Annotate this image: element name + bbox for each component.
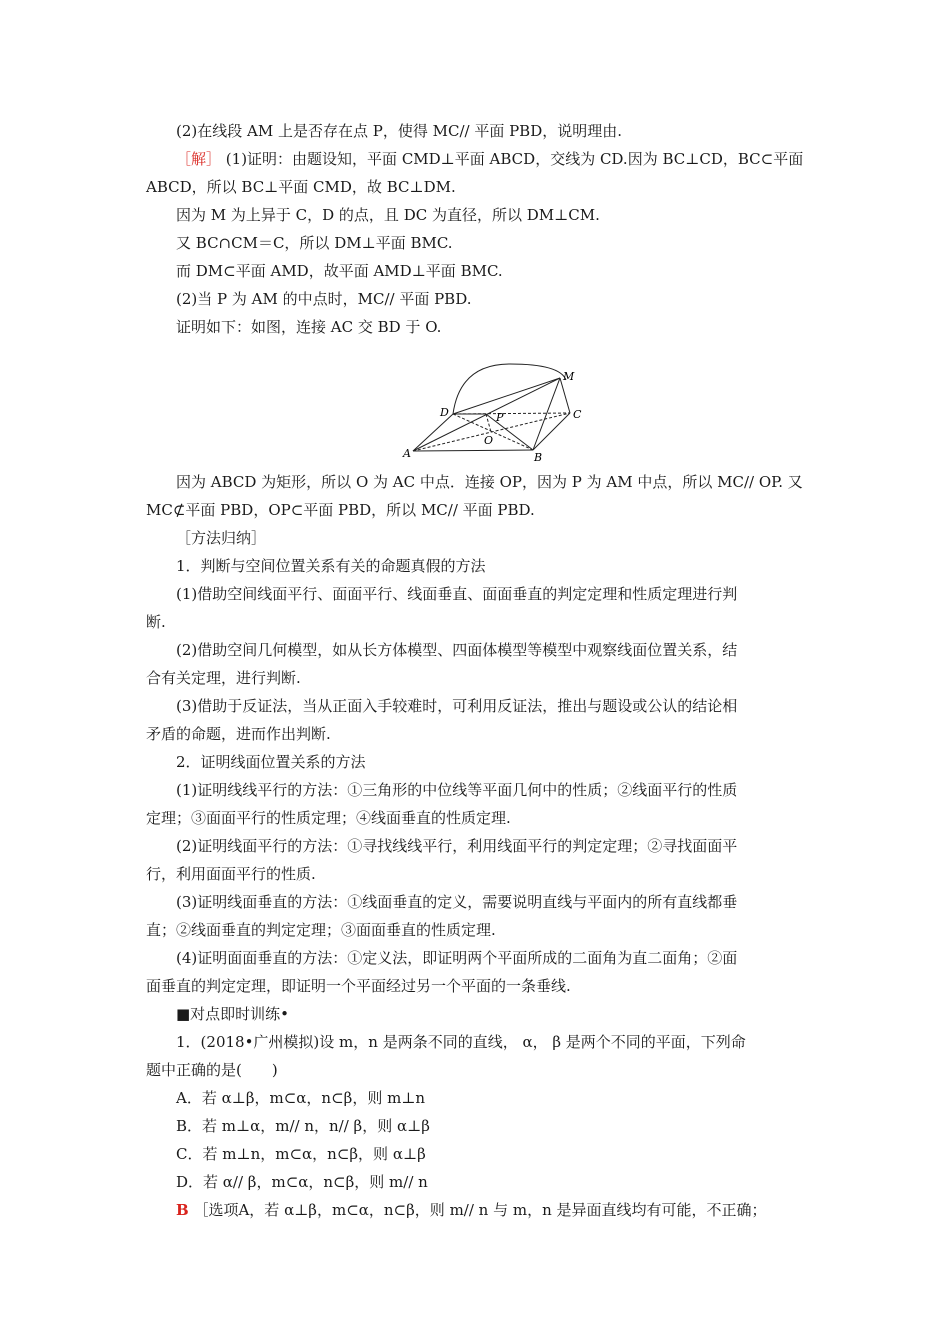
option-b: B．若 m⊥α，m// n，n// β，则 α⊥β (176, 1117, 430, 1135)
method-line: (3)证明线面垂直的方法：①线面垂直的定义，需要说明直线与平面内的所有直线都垂 (176, 893, 738, 911)
label-C: C (573, 408, 582, 421)
method-line: 面垂直的判定定理，即证明一个平面经过另一个平面的一条垂线. (146, 977, 571, 995)
proof-line: MC⊄平面 PBD，OP⊂平面 PBD，所以 MC// 平面 PBD. (146, 501, 535, 519)
method-line: 合有关定理，进行判断. (146, 669, 301, 687)
proof-line: 又 BC∩CM＝C，所以 DM⊥平面 BMC. (176, 234, 453, 252)
method-line: (1)借助空间线面平行、面面平行、线面垂直、面面垂直的判定定理和性质定理进行判 (176, 585, 738, 603)
method-line: (2)借助空间几何模型，如从长方体模型、四面体模型等模型中观察线面位置关系，结 (176, 641, 738, 659)
label-B: B (534, 451, 543, 464)
answer-letter: B (176, 1201, 189, 1219)
proof-line: 因为 M 为上异于 C，D 的点，且 DC 为直径，所以 DM⊥CM. (176, 206, 600, 224)
proof-line: 因为 ABCD 为矩形，所以 O 为 AC 中点．连接 OP，因为 P 为 AM 中点，所以 MC// OP. 又 (176, 473, 803, 491)
method-line: 行，利用面面平行的性质. (146, 865, 316, 883)
option-d: D．若 α// β，m⊂α，n⊂β，则 m// n (176, 1173, 428, 1191)
method-line: 直；②线面垂直的判定定理；③面面垂直的性质定理. (146, 921, 496, 939)
label-M: M (563, 370, 575, 383)
proof-line: 而 DM⊂平面 AMD，故平面 AMD⊥平面 BMC. (176, 262, 503, 280)
method-line: 矛盾的命题，进而作出判断. (146, 725, 331, 743)
method-line: (1)证明线线平行的方法：①三角形的中位线等平面几何中的性质；②线面平行的性质 (176, 781, 738, 799)
method-summary-heading: ［方法归纳］ (176, 529, 267, 547)
question-part-2: (2)在线段 AM 上是否存在点 P，使得 MC// 平面 PBD，说明理由. (176, 122, 622, 140)
option-a: A．若 α⊥β，m⊂α，n⊂β，则 m⊥n (176, 1089, 426, 1107)
solution-tag: ［解］ (176, 150, 222, 168)
method-line: 定理；③面面平行的性质定理；④线面垂直的性质定理. (146, 809, 511, 827)
method-heading-2: 2．证明线面位置关系的方法 (176, 753, 366, 771)
answer-line (176, 1200, 846, 1220)
geometry-figure (400, 350, 600, 466)
label-O: O (484, 434, 494, 447)
edge-DM (453, 378, 560, 414)
answer-explanation: ［选项A，若 α⊥β，m⊂α，n⊂β，则 m// n 与 m，n 是异面直线均有可能，不正确； (193, 1201, 767, 1219)
method-line: 断. (146, 613, 166, 631)
proof-part-1-text: (1)证明：由题设知，平面 CMD⊥平面 ABCD，交线为 CD.因为 BC⊥CD，BC⊂平面 (225, 150, 804, 168)
method-heading-1: 1．判断与空间位置关系有关的命题真假的方法 (176, 557, 486, 575)
method-line: (3)借助于反证法，当从正面入手较难时，可利用反证法，推出与题设或公认的结论相 (176, 697, 738, 715)
solution-line (176, 149, 846, 169)
proof-line: ABCD，所以 BC⊥平面 CMD，故 BC⊥DM. (146, 178, 456, 196)
edge-AB (413, 450, 533, 451)
proof-part-2: (2)当 P 为 AM 的中点时，MC// 平面 PBD. (176, 290, 472, 308)
proof-line: 证明如下：如图，连接 AC 交 BD 于 O. (176, 318, 442, 336)
practice-heading: ■对点即时训练• (176, 1005, 290, 1023)
option-c: C．若 m⊥n，m⊂α，n⊂β，则 α⊥β (176, 1145, 426, 1163)
method-line: (2)证明线面平行的方法：①寻找线线平行，利用线面平行的判定定理；②寻找面面平 (176, 837, 738, 855)
label-D: D (440, 406, 449, 419)
label-P: P (496, 411, 504, 424)
edge-AD (413, 414, 453, 451)
label-A: A (403, 447, 411, 460)
method-line: (4)证明面面垂直的方法：①定义法，即证明两个平面所成的二面角为直二面角；②面 (176, 949, 738, 967)
edge-BM (533, 378, 560, 450)
question-1-stem: 1．(2018•广州模拟)设 m，n 是两条不同的直线， α， β 是两个不同的平面，下列命 (176, 1033, 746, 1051)
edge-CM (560, 378, 570, 413)
edge-BC (533, 413, 570, 450)
question-1-stem: 题中正确的是( ) (146, 1061, 278, 1079)
